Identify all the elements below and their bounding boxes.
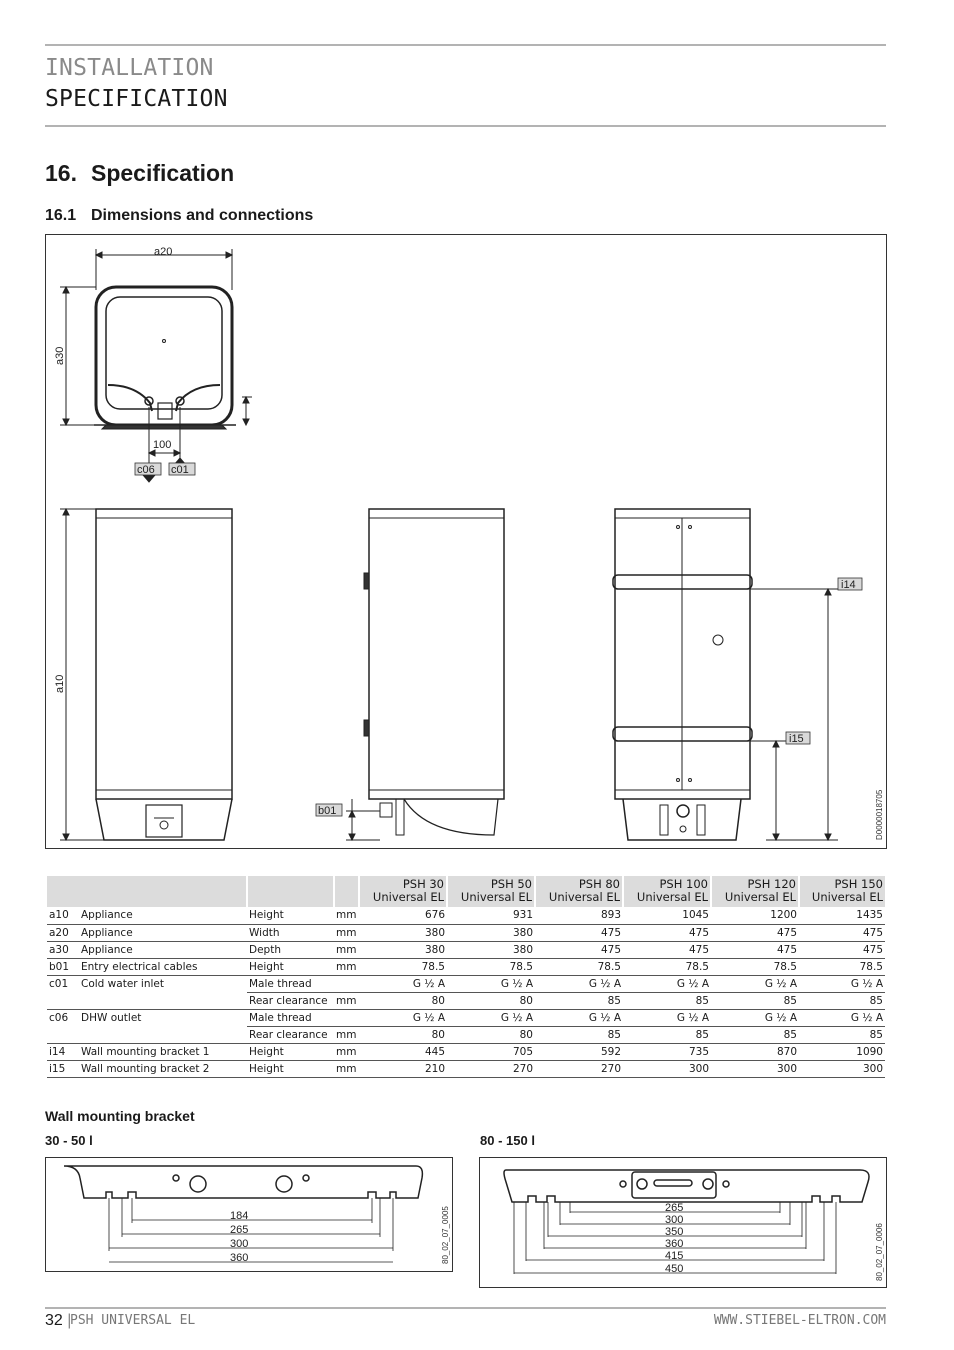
table-cell: 475	[799, 941, 885, 958]
section-heading	[45, 160, 234, 187]
bracket-heading: Wall mounting bracket	[45, 1108, 195, 1124]
table-cell: 85	[799, 992, 885, 1009]
table-cell: 85	[711, 1026, 799, 1043]
header-top-rule	[45, 44, 886, 46]
table-cell: 85	[799, 1026, 885, 1043]
label-i15: i15	[789, 733, 804, 745]
table-cell: 80	[447, 1026, 535, 1043]
table-cell: 300	[623, 1060, 711, 1077]
table-cell: 78.5	[447, 958, 535, 975]
table-cell: 85	[711, 992, 799, 1009]
table-cell: mm	[334, 907, 359, 924]
bracket-small-figure	[45, 1157, 453, 1272]
table-cell: 78.5	[359, 958, 447, 975]
bracket-large-figure	[479, 1157, 887, 1288]
table-cell: Appliance	[79, 907, 247, 924]
table-row	[47, 992, 885, 1009]
col-header: PSH 120 Universal EL	[711, 876, 799, 907]
bracket-large-dim-1: 265	[665, 1202, 684, 1214]
table-row	[47, 907, 885, 924]
table-cell: 380	[447, 924, 535, 941]
table-cell: a10	[47, 907, 79, 924]
table-row	[47, 975, 885, 992]
table-cell: 380	[359, 924, 447, 941]
col-header: PSH 150 Universal EL	[799, 876, 885, 907]
tank-side-outline	[369, 509, 504, 799]
spec-table-body	[47, 907, 885, 1077]
table-cell: Height	[247, 1043, 334, 1060]
table-cell: G ½ A	[535, 1009, 623, 1026]
table-cell: 85	[623, 992, 711, 1009]
table-cell: a30	[47, 941, 79, 958]
page-number: 32 |	[45, 1312, 72, 1329]
bracket-large-dim-4: 360	[665, 1238, 684, 1250]
label-c06: c06	[137, 464, 155, 476]
table-cell: Entry electrical cables	[79, 958, 247, 975]
table-cell: i15	[47, 1060, 79, 1077]
figure-code: D0000018705	[875, 789, 884, 840]
table-cell: G ½ A	[711, 1009, 799, 1026]
table-cell: Appliance	[79, 941, 247, 958]
bracket-large-dim-6: 450	[665, 1263, 684, 1275]
bracket-small-dim-2: 265	[230, 1224, 249, 1236]
table-cell	[79, 1026, 247, 1043]
table-cell: 1090	[799, 1043, 885, 1060]
table-cell: i14	[47, 1043, 79, 1060]
table-cell	[47, 1026, 79, 1043]
label-b01: b01	[318, 805, 337, 817]
table-cell	[79, 992, 247, 1009]
table-row	[47, 1043, 885, 1060]
table-row	[47, 1026, 885, 1043]
table-cell: G ½ A	[359, 975, 447, 992]
table-cell: 735	[623, 1043, 711, 1060]
footer-website: WWW.STIEBEL-ELTRON.COM	[713, 1313, 886, 1328]
table-cell: mm	[334, 992, 359, 1009]
table-cell: G ½ A	[799, 1009, 885, 1026]
table-cell: Male thread	[247, 975, 334, 992]
bracket-small-drawing	[46, 1158, 454, 1273]
bracket-large-drawing	[480, 1158, 888, 1289]
table-cell: 475	[623, 924, 711, 941]
col-header: PSH 100 Universal EL	[623, 876, 711, 907]
table-cell: 78.5	[623, 958, 711, 975]
label-a20: a20	[154, 246, 173, 258]
table-cell: G ½ A	[623, 1009, 711, 1026]
table-cell: 380	[447, 941, 535, 958]
table-cell: 270	[535, 1060, 623, 1077]
table-cell: 78.5	[799, 958, 885, 975]
table-cell: 80	[359, 1026, 447, 1043]
col-header: PSH 50 Universal EL	[447, 876, 535, 907]
bracket-small-dim-3: 300	[230, 1238, 249, 1250]
table-cell: 1435	[799, 907, 885, 924]
footer-rule	[45, 1307, 886, 1309]
table-cell: Height	[247, 1060, 334, 1077]
table-cell: Width	[247, 924, 334, 941]
table-cell: DHW outlet	[81, 1011, 142, 1024]
bracket-small-outline	[64, 1166, 422, 1198]
table-cell: mm	[334, 1060, 359, 1077]
bracket-small-dim-4: 360	[230, 1252, 249, 1264]
table-cell: 80	[447, 992, 535, 1009]
table-cell: mm	[334, 958, 359, 975]
label-100: 100	[153, 439, 172, 451]
table-cell: 85	[623, 1026, 711, 1043]
table-row	[47, 958, 885, 975]
table-cell: c01	[49, 977, 69, 990]
bracket-large-dim-5: 415	[665, 1250, 684, 1262]
table-cell: mm	[334, 924, 359, 941]
dimensions-figure	[45, 234, 887, 849]
table-cell: 300	[711, 1060, 799, 1077]
subsection-title: Dimensions and connections	[91, 207, 314, 224]
bracket-small-dim-1: 184	[230, 1210, 249, 1222]
table-cell: mm	[334, 1043, 359, 1060]
table-cell: 270	[447, 1060, 535, 1077]
table-cell	[334, 975, 359, 992]
table-cell: Appliance	[79, 924, 247, 941]
table-cell: G ½ A	[359, 1009, 447, 1026]
bracket-large-code: 80_02_07_0006	[875, 1223, 884, 1281]
subsection-number: 16.1	[45, 207, 77, 224]
footer-product: PSH UNIVERSAL EL	[70, 1313, 196, 1328]
table-cell: 210	[359, 1060, 447, 1077]
table-row	[47, 941, 885, 958]
table-cell: G ½ A	[623, 975, 711, 992]
subsection-heading	[45, 207, 313, 225]
table-cell: Wall mounting bracket 1	[79, 1043, 247, 1060]
table-cell: Wall mounting bracket 2	[79, 1060, 247, 1077]
table-cell: Rear clearance	[247, 1026, 334, 1043]
label-a30: a30	[54, 346, 66, 365]
table-cell: 78.5	[711, 958, 799, 975]
table-cell: 931	[447, 907, 535, 924]
bracket-small-code: 80_02_07_0005	[441, 1206, 450, 1264]
table-cell: 475	[623, 941, 711, 958]
table-cell: 1045	[623, 907, 711, 924]
table-row	[47, 1009, 885, 1026]
table-cell: Height	[247, 907, 334, 924]
table-cell: 300	[799, 1060, 885, 1077]
bracket-large-dim-2: 300	[665, 1214, 684, 1226]
table-cell: G ½ A	[447, 1009, 535, 1026]
table-cell: 475	[711, 941, 799, 958]
col-header: PSH 30 Universal EL	[359, 876, 447, 907]
table-cell: 475	[535, 924, 623, 941]
table-row	[47, 924, 885, 941]
label-a10: a10	[54, 674, 66, 693]
table-cell: mm	[334, 941, 359, 958]
table-cell: 676	[359, 907, 447, 924]
table-cell: 380	[359, 941, 447, 958]
table-cell: 893	[535, 907, 623, 924]
table-cell	[47, 992, 79, 1009]
table-cell: 475	[711, 924, 799, 941]
label-c01: c01	[171, 464, 189, 476]
table-cell: G ½ A	[535, 975, 623, 992]
table-cell: 1200	[711, 907, 799, 924]
table-cell: 80	[359, 992, 447, 1009]
table-cell: 475	[799, 924, 885, 941]
bracket-large-label: 80 - 150 l	[480, 1133, 535, 1148]
table-cell: Height	[247, 958, 334, 975]
bracket-large-dim-3: 350	[665, 1226, 684, 1238]
table-cell: 475	[535, 941, 623, 958]
table-cell: 445	[359, 1043, 447, 1060]
table-cell: 85	[535, 992, 623, 1009]
tank-top-inner	[106, 297, 222, 409]
section-title: Specification	[91, 160, 235, 186]
header-chapter: INSTALLATION	[45, 55, 214, 81]
table-cell: Depth	[247, 941, 334, 958]
bracket-small-label: 30 - 50 l	[45, 1133, 93, 1148]
table-cell: G ½ A	[799, 975, 885, 992]
table-cell: G ½ A	[711, 975, 799, 992]
table-cell: Male thread	[247, 1009, 334, 1026]
table-cell: c06	[49, 1011, 69, 1024]
header-bottom-rule	[45, 125, 886, 127]
table-cell	[334, 1009, 359, 1026]
table-cell: mm	[334, 1026, 359, 1043]
dimensions-drawing	[46, 235, 888, 850]
table-row	[47, 1060, 885, 1077]
section-number: 16.	[45, 160, 77, 186]
col-header: PSH 80 Universal EL	[535, 876, 623, 907]
table-cell: 705	[447, 1043, 535, 1060]
label-i14: i14	[841, 579, 856, 591]
table-header-row	[47, 876, 885, 907]
table-cell: Rear clearance	[247, 992, 334, 1009]
table-cell: 870	[711, 1043, 799, 1060]
spec-table	[47, 876, 885, 1078]
table-cell: Cold water inlet	[81, 977, 164, 990]
tank-top-outline	[96, 287, 232, 425]
table-cell: b01	[47, 958, 79, 975]
header-section: SPECIFICATION	[45, 86, 228, 112]
table-cell: 78.5	[535, 958, 623, 975]
table-cell: 592	[535, 1043, 623, 1060]
table-cell: G ½ A	[447, 975, 535, 992]
tank-front-outline	[96, 509, 232, 799]
table-cell: a20	[47, 924, 79, 941]
table-cell: 85	[535, 1026, 623, 1043]
